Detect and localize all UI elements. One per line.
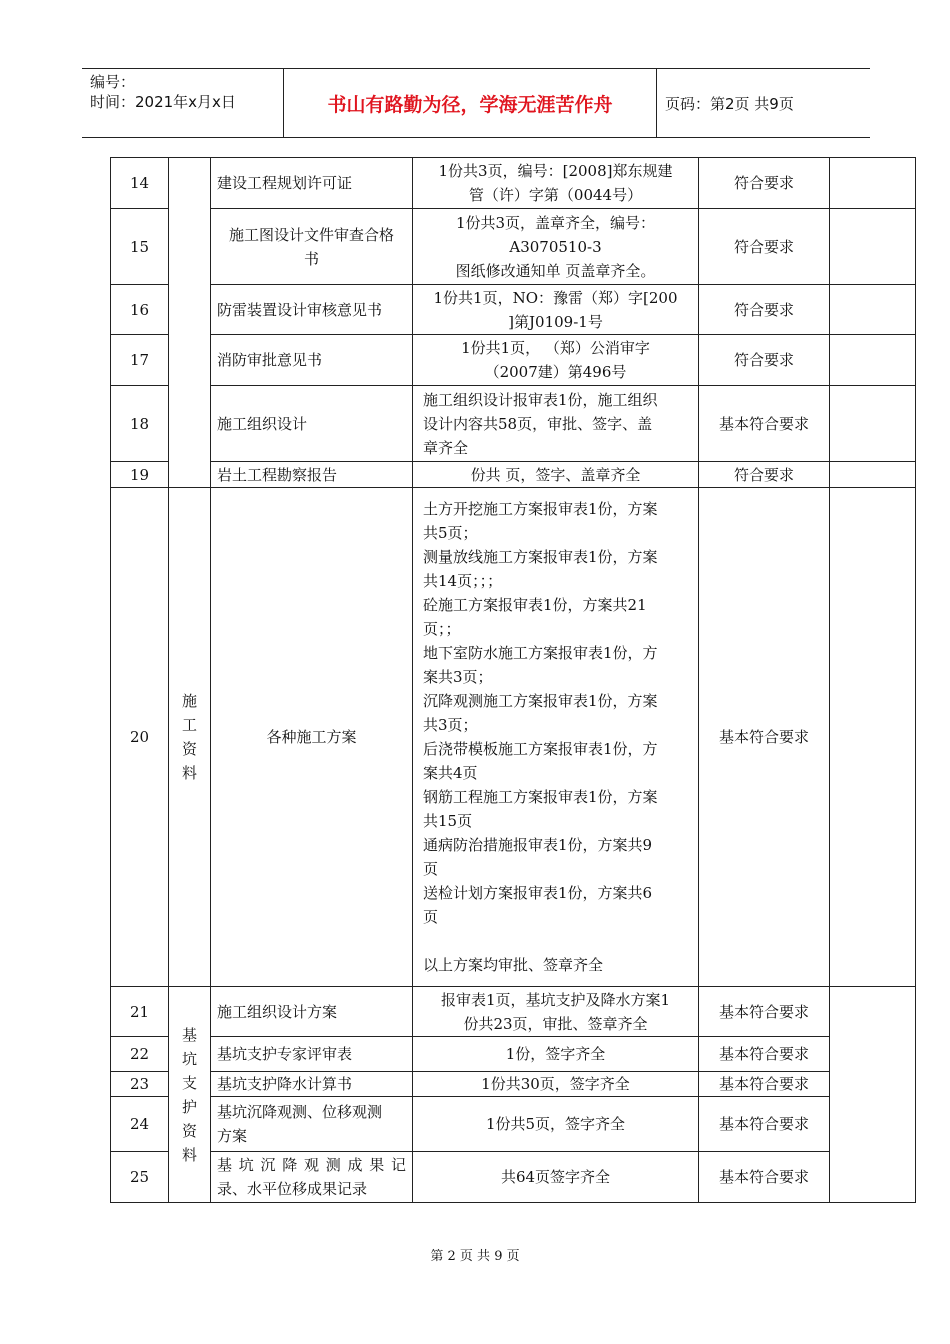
- table-row: [111, 386, 916, 462]
- document-detail: 报审表1页，基坑支护及降水方案1 份共23页，审批、签章齐全: [413, 987, 699, 1037]
- document-number-label: 编号：: [90, 73, 136, 91]
- page-footer: 第 2 页 共 9 页: [430, 1249, 520, 1264]
- document-detail: 1份共30页，签字齐全: [413, 1072, 699, 1097]
- table-row: [111, 462, 916, 488]
- header-page-info: 页码：第2页 共9页: [665, 94, 794, 113]
- document-name: 基坑支护降水计算书: [211, 1072, 413, 1097]
- review-result: 符合要求: [699, 285, 830, 335]
- remark-cell: [830, 488, 916, 987]
- row-number: 22: [111, 1037, 169, 1072]
- review-result: 基本符合要求: [699, 1152, 830, 1203]
- table-row: [111, 285, 916, 335]
- row-number: 15: [111, 209, 169, 285]
- row-number: 20: [111, 488, 169, 987]
- document-detail: 1份共3页，编号：[2008]郑东规建 管（许）字第（0044号）: [413, 158, 699, 209]
- review-result: 基本符合要求: [699, 1037, 830, 1072]
- document-name: 施工图设计文件审查合格 书: [211, 209, 413, 285]
- table-row: [111, 987, 916, 1037]
- table-row: [111, 1072, 916, 1097]
- row-number: 14: [111, 158, 169, 209]
- document-review-table: [110, 157, 916, 1203]
- document-name: 建设工程规划许可证: [211, 158, 413, 209]
- review-result: 符合要求: [699, 209, 830, 285]
- row-number: 16: [111, 285, 169, 335]
- document-time-label: 时间：2021年x月x日: [90, 93, 236, 111]
- remark-cell: [830, 987, 916, 1203]
- document-detail: 共64页签字齐全: [413, 1152, 699, 1203]
- review-result: 基本符合要求: [699, 386, 830, 462]
- table-row: [111, 1037, 916, 1072]
- document-name: 基坑沉降观测、位移观测 方案: [211, 1097, 413, 1152]
- document-detail: 1份共5页，签字齐全: [413, 1097, 699, 1152]
- row-number: 17: [111, 335, 169, 386]
- review-result: 基本符合要求: [699, 1072, 830, 1097]
- remark-cell: [830, 462, 916, 488]
- document-name: 施工组织设计: [211, 386, 413, 462]
- page-header: [82, 68, 870, 138]
- row-number: 23: [111, 1072, 169, 1097]
- row-number: 19: [111, 462, 169, 488]
- category-foundation-pit-docs: 基 坑 支 护 资 料: [169, 987, 211, 1203]
- review-result: 基本符合要求: [699, 1097, 830, 1152]
- table-row: [111, 488, 916, 987]
- category-cell-empty: [169, 158, 211, 488]
- table-row: [111, 1097, 916, 1152]
- document-detail: 1份共1页， （郑）公消审字 （2007建）第496号: [413, 335, 699, 386]
- remark-cell: [830, 158, 916, 209]
- review-result: 符合要求: [699, 462, 830, 488]
- category-construction-docs: 施 工 资 料: [169, 488, 211, 987]
- document-detail-list: 土方开挖施工方案报审表1份，方案 共5页； 测量放线施工方案报审表1份，方案 共14页；；； 砼施工方案报审表1份，方案共21 页；； 地下室防水施工方案报审表1份，方 案共3页； 沉降观测施工方案报审表1份，方案 共3页； 后浇带模板施工方案报审表1份，方 案共4页 钢筋工程施工方案报审表1份，方案 共15页 通病防治措施报审表1份，方案共9 页 送检计划方案报审表1份，方案共6 页 以上方案均审批、签章齐全: [413, 488, 699, 987]
- document-name: 消防审批意见书: [211, 335, 413, 386]
- document-name: 岩土工程勘察报告: [211, 462, 413, 488]
- document-name: 各种施工方案: [211, 488, 413, 987]
- review-result: 基本符合要求: [699, 488, 830, 987]
- document-detail: 1份共1页，NO：豫雷（郑）字[200 ]第J0109-1号: [413, 285, 699, 335]
- document-detail: 1份共3页，盖章齐全，编号： A3070510-3 图纸修改通知单 页盖章齐全。: [413, 209, 699, 285]
- row-number: 21: [111, 987, 169, 1037]
- header-slogan: 书山有路勤为径，学海无涯苦作舟: [284, 69, 657, 137]
- review-result: 基本符合要求: [699, 987, 830, 1037]
- table-row: [111, 1152, 916, 1203]
- document-name: 施工组织设计方案: [211, 987, 413, 1037]
- row-number: 24: [111, 1097, 169, 1152]
- document-name: 基坑支护专家评审表: [211, 1037, 413, 1072]
- review-result: 符合要求: [699, 158, 830, 209]
- document-detail: 1份，签字齐全: [413, 1037, 699, 1072]
- remark-cell: [830, 335, 916, 386]
- row-number: 25: [111, 1152, 169, 1203]
- table-row: [111, 335, 916, 386]
- table-row: [111, 209, 916, 285]
- remark-cell: [830, 386, 916, 462]
- table-row: [111, 158, 916, 209]
- header-meta: [82, 69, 284, 137]
- document-name: 防雷装置设计审核意见书: [211, 285, 413, 335]
- document-detail: 份共 页，签字、盖章齐全: [413, 462, 699, 488]
- document-detail: 施工组织设计报审表1份，施工组织 设计内容共58页，审批、签字、盖 章齐全: [413, 386, 699, 462]
- review-result: 符合要求: [699, 335, 830, 386]
- remark-cell: [830, 285, 916, 335]
- remark-cell: [830, 209, 916, 285]
- document-name: 基坑沉降观测成果记 录、水平位移成果记录: [211, 1152, 413, 1203]
- row-number: 18: [111, 386, 169, 462]
